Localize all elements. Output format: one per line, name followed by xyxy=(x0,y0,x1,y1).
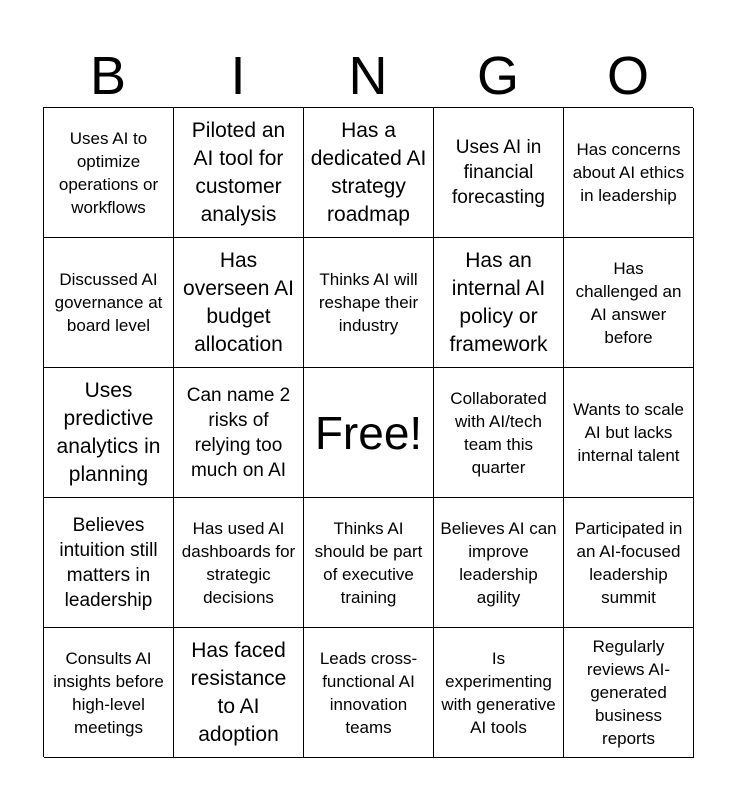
cell-text: Collaborated with AI/tech team this quarter xyxy=(450,388,547,477)
header-letter-n: N xyxy=(348,46,388,106)
cell-text: Uses AI in financial forecasting xyxy=(452,137,545,208)
bingo-cell[interactable] xyxy=(434,108,564,238)
bingo-cell[interactable] xyxy=(564,108,694,238)
cell-text: Has concerns about AI ethics in leadership xyxy=(572,140,685,205)
free-space[interactable] xyxy=(304,368,434,498)
bingo-cell[interactable] xyxy=(174,628,304,758)
bingo-cell[interactable] xyxy=(434,368,564,498)
bingo-cell[interactable] xyxy=(304,628,434,758)
bingo-cell[interactable] xyxy=(44,238,174,368)
bingo-cell[interactable] xyxy=(174,108,304,238)
bingo-cell[interactable] xyxy=(44,108,174,238)
cell-text: Has used AI dashboards for strategic decisions xyxy=(181,518,296,607)
cell-text: Consults AI insights before high-level meetings xyxy=(53,648,164,737)
bingo-cell[interactable] xyxy=(564,368,694,498)
header-letter-i: I xyxy=(230,46,246,106)
bingo-cell[interactable] xyxy=(174,368,304,498)
bingo-cell[interactable] xyxy=(564,498,694,628)
header-letter-b: B xyxy=(89,46,127,106)
cell-text: Has an internal AI policy or framework xyxy=(449,248,548,356)
bingo-cell[interactable] xyxy=(564,628,694,758)
bingo-cell[interactable] xyxy=(434,498,564,628)
cell-text: Has challenged an AI answer before xyxy=(575,258,682,347)
bingo-cell[interactable] xyxy=(564,238,694,368)
cell-text: Believes AI can improve leadership agility xyxy=(440,518,557,607)
bingo-header xyxy=(43,48,693,104)
bingo-cell[interactable] xyxy=(304,108,434,238)
bingo-cell[interactable] xyxy=(434,238,564,368)
cell-text: Piloted an AI tool for customer analysis xyxy=(191,118,286,226)
cell-text: Uses predictive analytics in planning xyxy=(56,378,161,486)
cell-text: Regularly reviews AI-generated business reports xyxy=(586,637,671,748)
cell-text: Thinks AI should be part of executive training xyxy=(314,518,423,607)
bingo-cell[interactable] xyxy=(44,498,174,628)
cell-text: Thinks AI will reshape their industry xyxy=(318,270,419,335)
bingo-board xyxy=(43,107,693,757)
cell-text: Uses AI to optimize operations or workflows xyxy=(58,128,159,217)
cell-text: Leads cross-functional AI innovation teams xyxy=(319,648,418,737)
bingo-cell[interactable] xyxy=(304,238,434,368)
cell-text: Has a dedicated AI strategy roadmap xyxy=(310,118,427,226)
bingo-cell[interactable] xyxy=(174,238,304,368)
cell-text: Has faced resistance to AI adoption xyxy=(190,638,287,746)
bingo-cell[interactable] xyxy=(174,498,304,628)
cell-text: Has overseen AI budget allocation xyxy=(183,248,294,356)
bingo-cell[interactable] xyxy=(44,628,174,758)
cell-text: Wants to scale AI but lacks internal talent xyxy=(573,400,684,465)
cell-text: Is experimenting with generative AI tools xyxy=(441,648,556,737)
cell-text: Believes intuition still matters in leadership xyxy=(59,514,158,611)
bingo-cell[interactable] xyxy=(304,498,434,628)
cell-text: Discussed AI governance at board level xyxy=(54,270,163,335)
cell-text: Participated in an AI-focused leadership summit xyxy=(574,518,683,607)
bingo-cell[interactable] xyxy=(434,628,564,758)
header-letter-o: O xyxy=(606,46,649,106)
header-letter-g: G xyxy=(476,46,519,106)
cell-text: Can name 2 risks of relying too much on AI xyxy=(186,384,291,481)
bingo-grid xyxy=(44,108,693,758)
bingo-cell[interactable] xyxy=(44,368,174,498)
free-text: Free! xyxy=(314,406,423,459)
